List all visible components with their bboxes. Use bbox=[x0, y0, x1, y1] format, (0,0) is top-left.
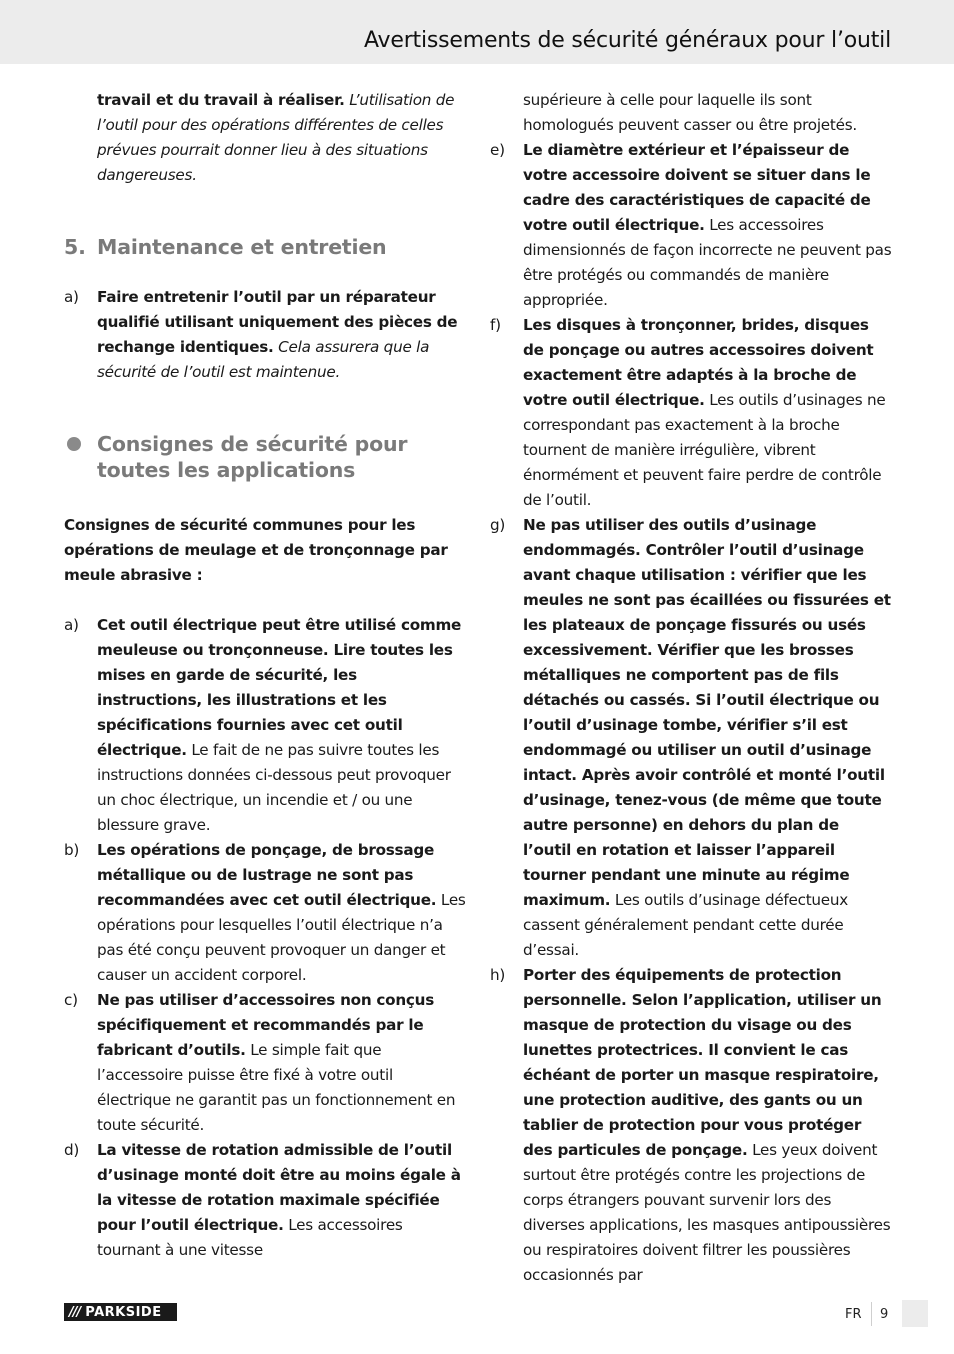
logo-slashes-icon: /// bbox=[69, 1304, 81, 1320]
maintenance-item-a: a) Faire entretenir l’outil par un réparateur qualifié utilisant uniquement des pièces de rechange identiques. Cela assurera que la sécurité de l’outil est maintenue. bbox=[64, 288, 458, 381]
safety-item-d: d) La vitesse de rotation admissible de l’outil d’usinage monté doit être au moins égale à la vitesse de rotation maximale spécifiée pour l’outil électrique. Les accessoires tournant à une vitesse bbox=[64, 1141, 461, 1259]
page-footer bbox=[0, 1300, 954, 1330]
section-heading-consignes: Consignes de sécurité pour toutes les applications bbox=[64, 431, 466, 483]
safety-item-c: c) Ne pas utiliser d’accessoires non conçus spécifiquement et recommandés par le fabricant d’outils. Le simple fait que l’accessoire puisse être fixé à votre outil électrique ne garantit pas un fonctionnement en toute sécurité. bbox=[64, 991, 456, 1134]
safety-item-b: b) Les opérations de ponçage, de brossage métallique ou de lustrage ne sont pas recommandées avec cet outil électrique. Les opérations pour lesquelles l’outil électrique n’a pas été conçu peuvent provoquer un danger et causer un accident corporel. bbox=[64, 841, 466, 984]
safety-item-f: f) Les disques à tronçonner, brides, disques de ponçage ou autres accessoires doivent exactement être adaptés à la broche de votre outil électrique. Les outils d’usinages ne correspondant pas exactement à la broche tournent de manière irrégulière, vibrent énormément et peuvent faire perdre de contrôle de l’outil. bbox=[490, 316, 886, 509]
intro-bold-text: travail et du travail à réaliser. bbox=[97, 91, 345, 109]
right-column bbox=[490, 88, 892, 1288]
footer-tab bbox=[902, 1300, 928, 1327]
page-number: 9 bbox=[880, 1307, 889, 1322]
brand-name: PARKSIDE bbox=[85, 1304, 162, 1320]
language-code: FR bbox=[845, 1307, 862, 1322]
parkside-logo bbox=[64, 1303, 177, 1321]
safety-item-h: h) Porter des équipements de protection personnelle. Selon l’application, utiliser un masque de protection du visage ou des lunettes protectrices. Il convient le cas échéant de porter un masque respiratoire, une protection auditive, des gants ou un tablier de protection pour vous protéger des particules de ponçage. Les yeux doivent surtout être protégés contre les projections de corps étrangers pouvant survenir lors des diverses applications, les masques antipoussières ou respiratoires doivent filtrer les poussières occasionnés par bbox=[490, 966, 891, 1284]
left-column bbox=[64, 88, 466, 1263]
footer-divider bbox=[871, 1302, 872, 1326]
page-header bbox=[0, 0, 954, 64]
intro-paragraph bbox=[64, 88, 466, 188]
bullet-dot-icon bbox=[67, 437, 81, 451]
common-intro: Consignes de sécurité communes pour les opérations de meulage et de tronçonnage par meule abrasive : bbox=[64, 516, 448, 584]
safety-item-g: g) Ne pas utiliser des outils d’usinage endommagés. Contrôler l’outil d’usinage avant chaque utilisation : vérifier que les meules ne sont pas écaillées ou fissurées et les plateaux de ponçage fissurés ou usés excessivement. Vérifier que les brosses métalliques ne comportent pas de fils détachés ou cassés. Si l’outil électrique ou l’outil d’usinage tombe, vérifier s’il est endommagé ou utiliser un outil d’usinage intact. Après avoir contrôlé et monté l’outil d’usinage, tenez-vous (de même que toute autre personne) en dehors du plan de l’outil en rotation et laisser l’appareil tourner pendant une minute au régime maximum. Les outils d’usinage défectueux cassent généralement pendant cette durée d’essai. bbox=[490, 516, 891, 959]
continued-text: supérieure à celle pour laquelle ils sont homologués peuvent casser ou être projetés. bbox=[523, 91, 857, 134]
safety-item-a: a) Cet outil électrique peut être utilisé comme meuleuse ou tronçonneuse. Lire toutes les mises en garde de sécurité, les instructions, les illustrations et les spécifications fournies avec cet outil électrique. Le fait de ne pas suivre toutes les instructions données ci-dessous peut provoquer un choc électrique, un incendie et / ou une blessure grave. bbox=[64, 616, 462, 834]
section-heading-maintenance: 5. Maintenance et entretien bbox=[64, 235, 387, 259]
intro-italic-text: L’utilisation de l’outil pour des opérations différentes de celles prévues pourrait donner lieu à des situations dangereuses. bbox=[97, 91, 455, 184]
safety-item-e: e) Le diamètre extérieur et l’épaisseur de votre accessoire doivent se situer dans le cadre des caractéristiques de capacité de votre outil électrique. Les accessoires dimensionnés de façon incorrecte ne peuvent pas être protégés ou commandés de manière appropriée. bbox=[490, 141, 892, 309]
page-title: Avertissements de sécurité généraux pour l’outil bbox=[363, 28, 891, 53]
